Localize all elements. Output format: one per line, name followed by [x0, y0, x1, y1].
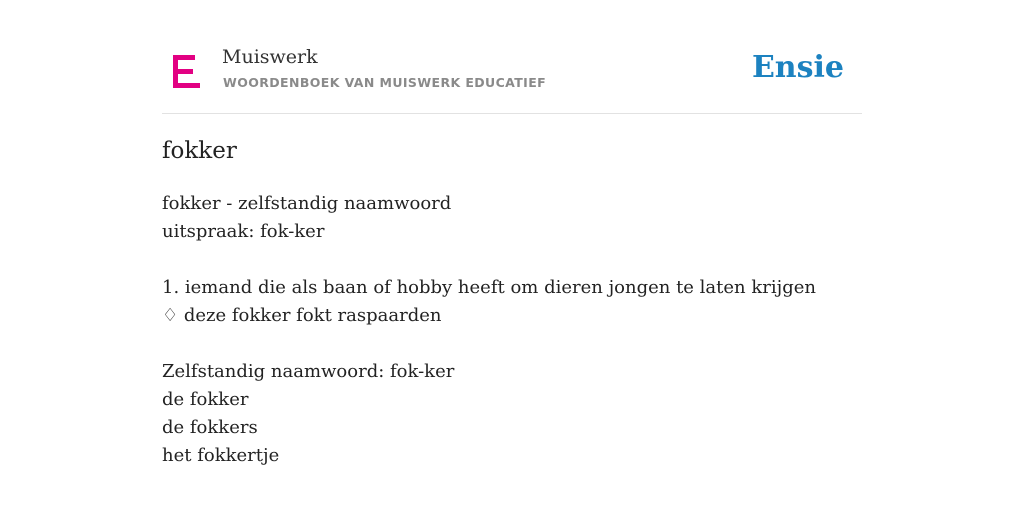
entry-line-hyphenation: Zelfstandig naamwoord: fok-ker — [162, 361, 455, 382]
entry-line-definition: 1. iemand die als baan of hobby heeft om dieren jongen te laten krijgen — [162, 277, 816, 298]
entry-line-diminutive: het fokkertje — [162, 445, 280, 466]
entry-spacer — [162, 330, 862, 358]
dictionary-subtitle: WOORDENBOEK VAN MUISWERK EDUCATIEF — [223, 75, 547, 90]
site-header — [162, 40, 862, 114]
entry-line-singular: de fokker — [162, 389, 249, 410]
entry-spacer — [162, 246, 862, 274]
entry-line-word-class: fokker - zelfstandig naamwoord — [162, 193, 452, 214]
muiswerk-logo-icon[interactable] — [173, 55, 201, 88]
entry-line-pronunciation: uitspraak: fok-ker — [162, 221, 325, 242]
entry-line-example: ♢ deze fokker fokt raspaarden — [162, 305, 442, 326]
ensie-logo[interactable]: Ensie — [751, 50, 844, 85]
publisher-name[interactable]: Muiswerk — [222, 46, 318, 68]
entry-body — [162, 190, 862, 470]
entry-title: fokker — [162, 138, 237, 164]
entry-line-plural: de fokkers — [162, 417, 258, 438]
